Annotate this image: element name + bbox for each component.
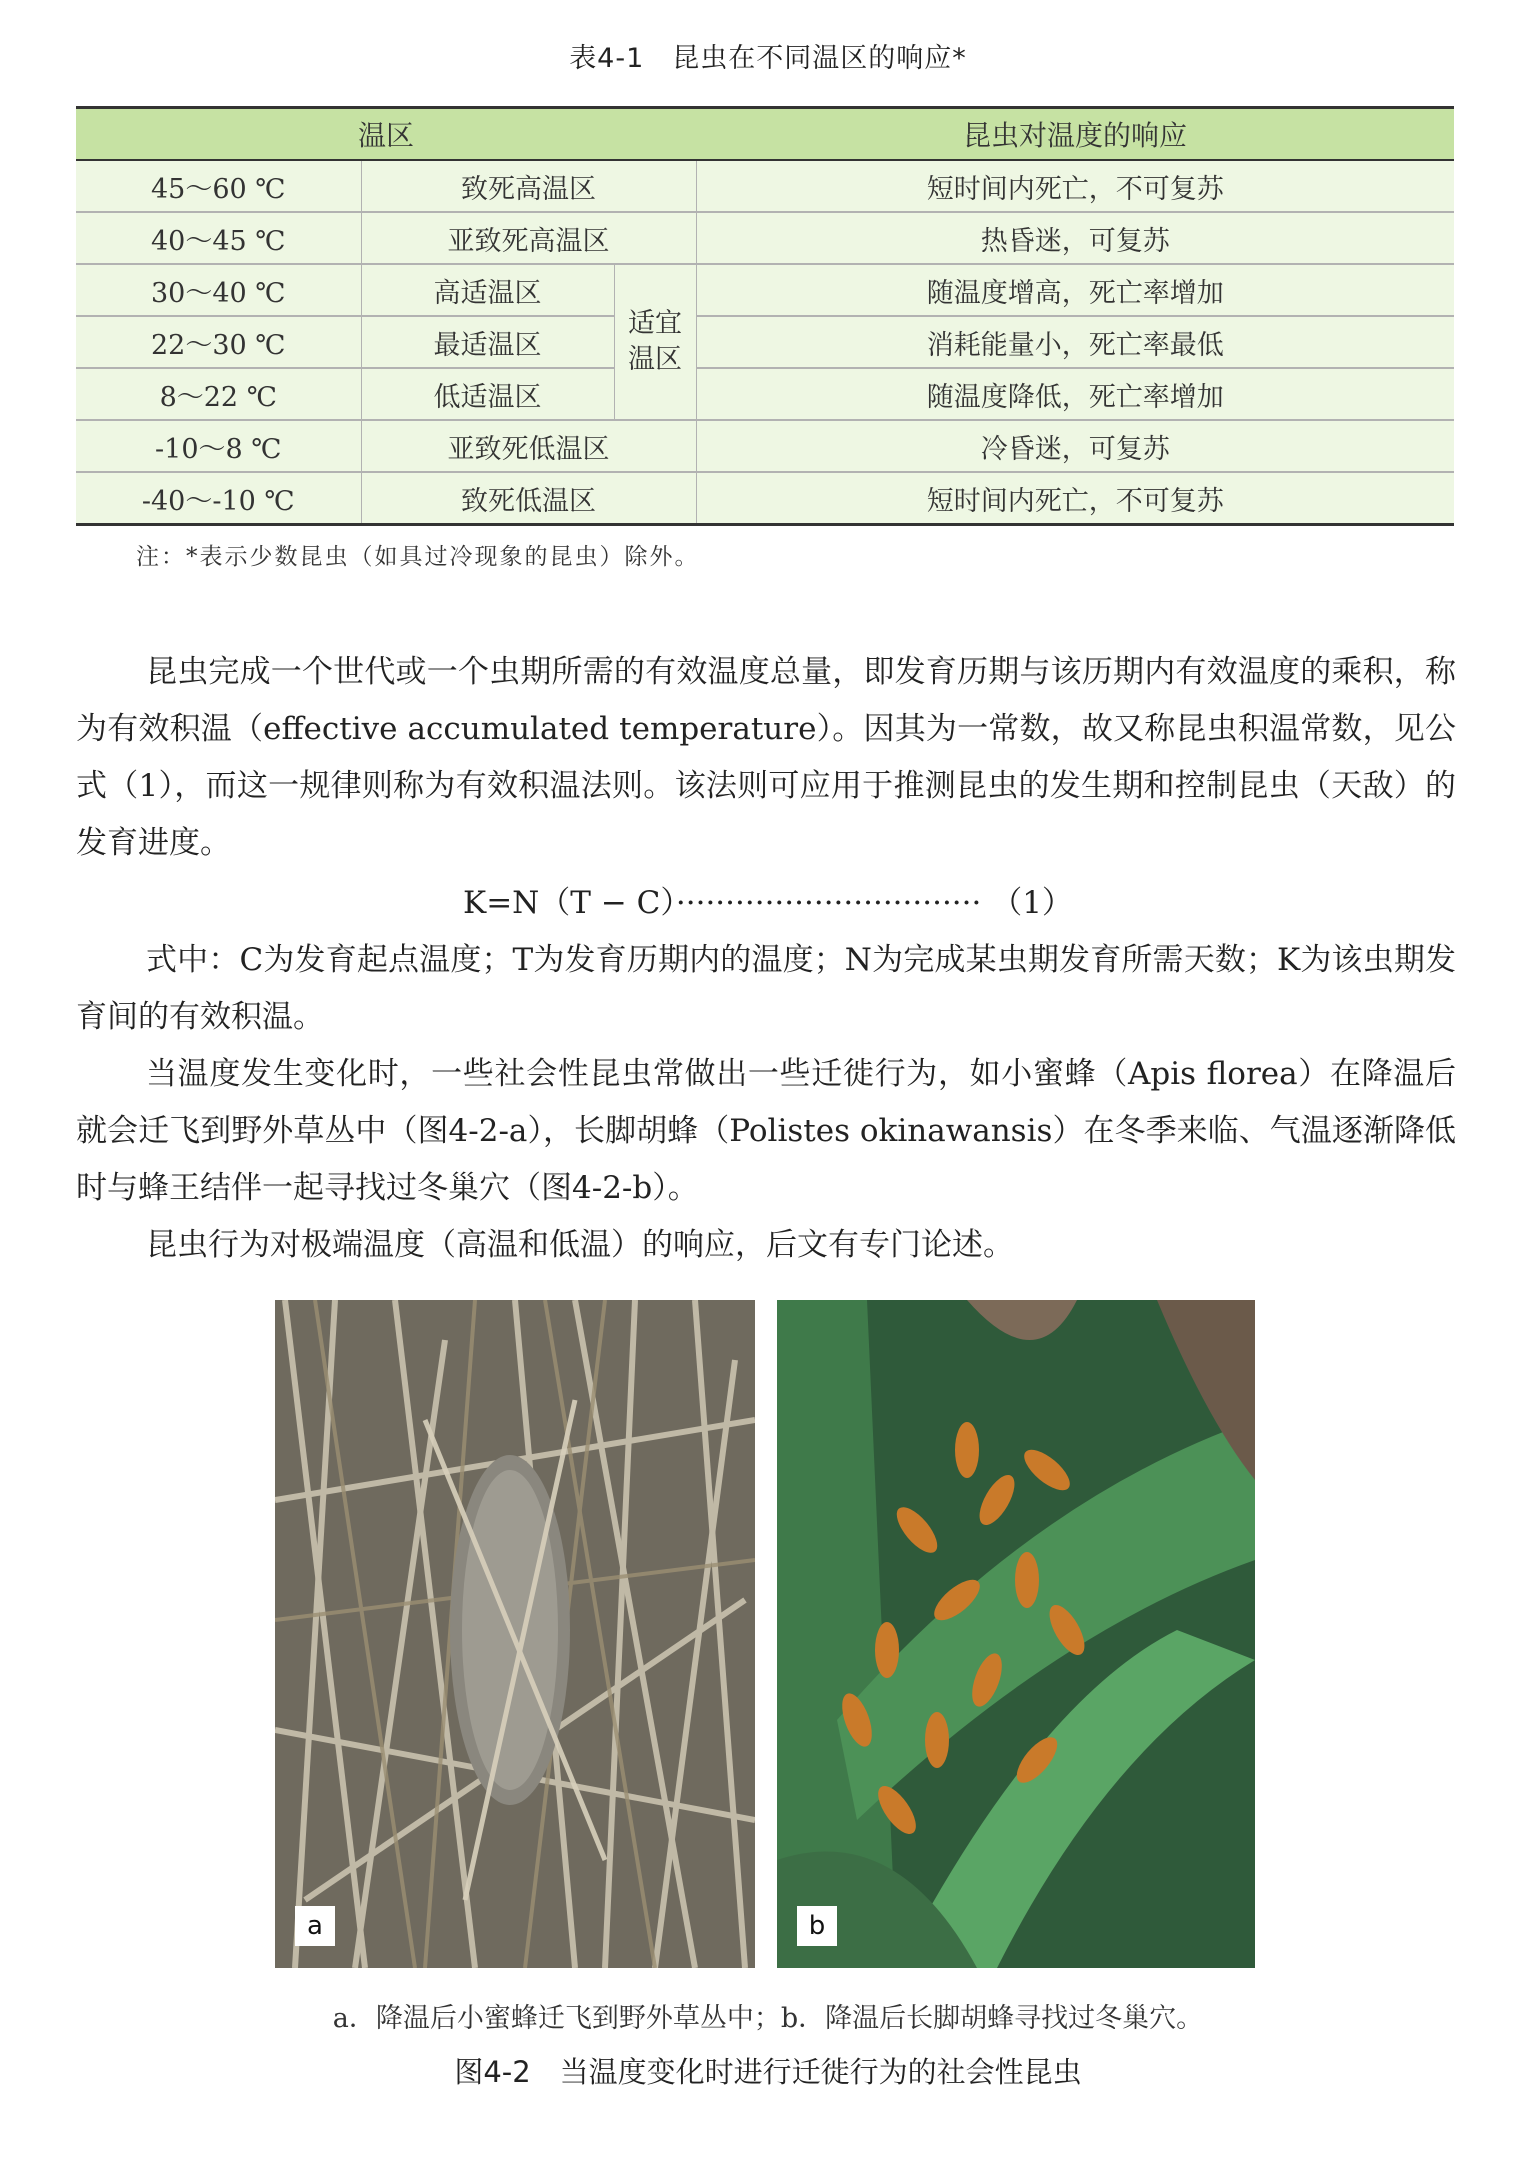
range-cell: 30～40 ℃ — [76, 264, 361, 316]
zone-cell: 致死低温区 — [361, 472, 696, 525]
photo-b-label: b — [797, 1906, 837, 1946]
response-cell: 短时间内死亡，不可复苏 — [696, 160, 1454, 212]
photo-a-label: a — [295, 1906, 335, 1946]
figure-subcaption: a．降温后小蜜蜂迁飞到野外草丛中；b．降温后长脚胡蜂寻找过冬巢穴。 — [332, 2003, 1204, 2034]
zone-cell: 亚致死低温区 — [361, 420, 696, 472]
zone-cell: 最适温区 — [361, 316, 614, 368]
paragraph-extreme-temperature: 昆虫行为对极端温度（高温和低温）的响应，后文有专门论述。 — [146, 1227, 1014, 1263]
header-response: 昆虫对温度的响应 — [696, 108, 1454, 161]
paragraph-effective-temperature: 昆虫完成一个世代或一个虫期所需的有效温度总量，即发育历期与该历期内有效温度的乘积，称为有效积温（effective accumulated temperature）。因其为一常数，故又称昆虫积温常数，见公式（1），而这一规律则称为有效积温法则。该法则可应用于推测昆虫的发生期和控制昆虫（天敌）的发育进度。 — [76, 654, 1456, 861]
table-row — [76, 368, 1454, 420]
table-note: 注：*表示少数昆虫（如具过冷现象的昆虫）除外。 — [136, 544, 700, 570]
response-cell: 冷昏迷，可复苏 — [696, 420, 1454, 472]
photo-bee-swarm — [275, 1300, 755, 1968]
range-cell: 8～22 ℃ — [76, 368, 361, 420]
wasps-image — [777, 1300, 1255, 1968]
range-cell: -10～8 ℃ — [76, 420, 361, 472]
range-cell: 22～30 ℃ — [76, 316, 361, 368]
paragraph-formula-explanation: 式中：C为发育起点温度；T为发育历期内的温度；N为完成某虫期发育所需天数；K为该虫期发育间的有效积温。 — [76, 942, 1456, 1035]
header-zone: 温区 — [76, 108, 696, 161]
table-row — [76, 264, 1454, 316]
table-caption: 表4-1 昆虫在不同温区的响应* — [569, 43, 967, 74]
paragraph-migration: 当温度发生变化时，一些社会性昆虫常做出一些迁徙行为，如小蜜蜂（Apis florea）在降温后就会迁飞到野外草丛中（图4-2-a），长脚胡蜂（Polistes okinawansis）在冬季来临、气温逐渐降低时与蜂王结伴一起寻找过冬巢穴（图4-2-b）。 — [76, 1056, 1456, 1206]
response-cell: 消耗能量小，死亡率最低 — [696, 316, 1454, 368]
photo-wasps — [777, 1300, 1255, 1968]
table-row — [76, 316, 1454, 368]
table-row — [76, 472, 1454, 525]
response-cell: 热昏迷，可复苏 — [696, 212, 1454, 264]
table-row — [76, 160, 1454, 212]
zone-cell: 高适温区 — [361, 264, 614, 316]
table-row — [76, 212, 1454, 264]
bee-swarm-image — [275, 1300, 755, 1968]
range-cell: 40～45 ℃ — [76, 212, 361, 264]
range-cell: -40～-10 ℃ — [76, 472, 361, 525]
suitable-zone-cell — [614, 264, 696, 420]
zone-cell: 亚致死高温区 — [361, 212, 696, 264]
temperature-zone-table — [76, 106, 1454, 526]
formula: K=N（T − C）······························· （1） — [463, 885, 1073, 921]
figure-caption: 图4-2 当温度变化时进行迁徙行为的社会性昆虫 — [454, 2055, 1082, 2089]
response-cell: 随温度降低，死亡率增加 — [696, 368, 1454, 420]
response-cell: 随温度增高，死亡率增加 — [696, 264, 1454, 316]
table-row — [76, 420, 1454, 472]
suitable-zone-label: 适宜温区 — [628, 308, 682, 375]
zone-cell: 致死高温区 — [361, 160, 696, 212]
response-cell: 短时间内死亡，不可复苏 — [696, 472, 1454, 525]
zone-cell: 低适温区 — [361, 368, 614, 420]
range-cell: 45～60 ℃ — [76, 160, 361, 212]
